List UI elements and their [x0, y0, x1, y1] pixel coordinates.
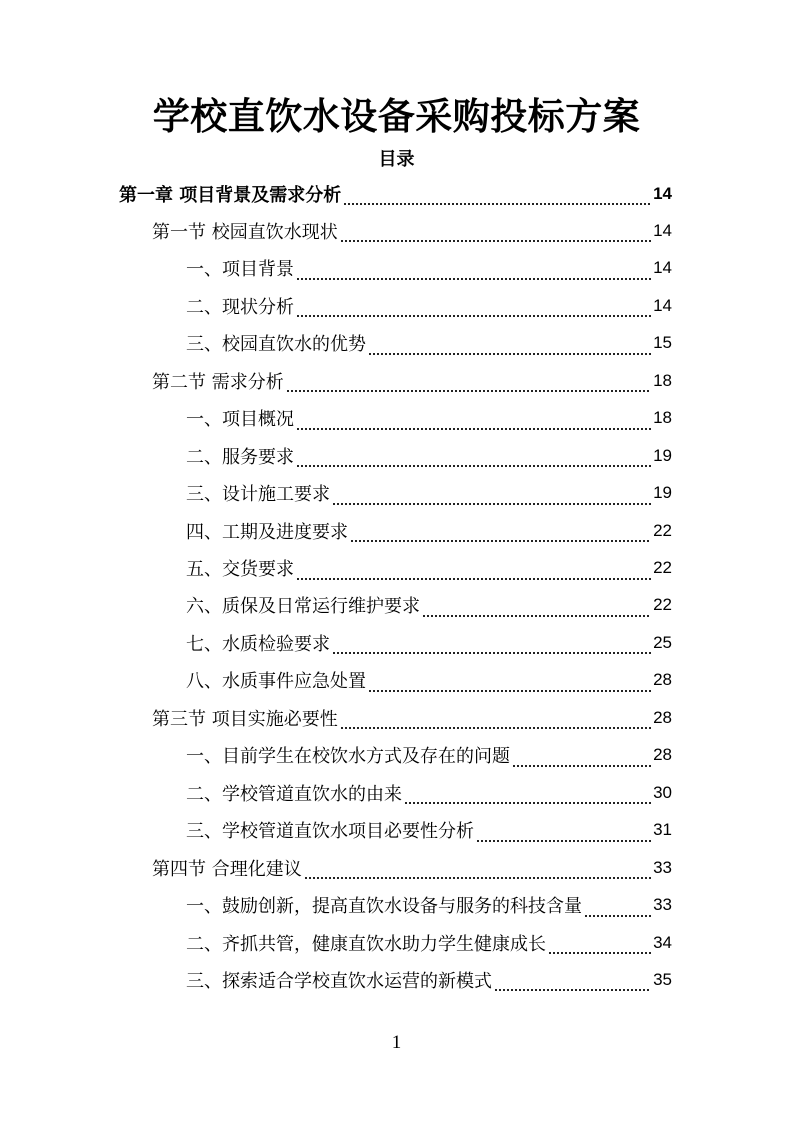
toc-entry-item[interactable]	[186, 250, 672, 287]
toc-entry-label: 第二节 需求分析	[152, 371, 284, 393]
toc-entry-page: 14	[653, 258, 672, 278]
dot-leader	[296, 250, 651, 287]
toc-entry-page: 33	[653, 857, 672, 877]
dot-leader	[296, 437, 651, 474]
dot-leader	[350, 512, 651, 549]
toc-entry-section[interactable]	[152, 212, 672, 249]
toc-entry-chapter[interactable]	[119, 175, 672, 212]
toc-entry-page: 28	[653, 670, 672, 690]
toc-entry-page: 22	[653, 520, 672, 540]
toc-heading: 目录	[378, 149, 415, 170]
toc-entry-page: 22	[653, 558, 672, 577]
toc-entry-page: 33	[653, 895, 672, 915]
toc-entry-page: 18	[653, 408, 672, 428]
dot-leader	[343, 175, 651, 212]
toc-entry-label: 四、工期及进度要求	[186, 521, 348, 543]
toc-entry-item[interactable]	[186, 774, 672, 811]
toc-entry-item[interactable]	[186, 512, 672, 549]
toc-entry-page: 14	[653, 183, 672, 203]
toc-entry-label: 一、项目背景	[186, 259, 294, 281]
toc-entry-item[interactable]	[186, 325, 672, 362]
dot-leader	[476, 812, 651, 849]
dot-leader	[332, 624, 651, 661]
dot-leader	[332, 475, 651, 512]
dot-leader	[548, 924, 651, 961]
toc-entry-page: 19	[653, 445, 672, 465]
toc-entry-label: 三、学校管道直饮水项目必要性分析	[186, 821, 474, 843]
toc-entry-item[interactable]	[186, 887, 672, 924]
toc-entry-section[interactable]	[152, 849, 672, 886]
toc-entry-label: 五、交货要求	[186, 559, 294, 580]
toc-entry-item[interactable]	[186, 437, 672, 474]
toc-entry-page: 30	[653, 782, 672, 802]
toc-entry-page: 25	[653, 632, 672, 652]
dot-leader	[304, 849, 651, 886]
toc-entry-section[interactable]	[152, 699, 672, 736]
dot-leader	[296, 550, 651, 587]
toc-entry-item[interactable]	[186, 737, 672, 774]
toc-entry-section[interactable]	[152, 362, 672, 399]
toc-entry-label: 第四节 合理化建议	[152, 858, 302, 880]
page-number: 1	[391, 1032, 402, 1053]
toc-entry-label: 七、水质检验要求	[186, 633, 330, 655]
toc-entry-item[interactable]	[186, 400, 672, 437]
toc-entry-label: 三、探索适合学校直饮水运营的新模式	[186, 970, 492, 992]
toc-entry-item[interactable]	[186, 550, 672, 587]
toc-entry-label: 第一节 校园直饮水现状	[152, 221, 338, 243]
toc-entry-page: 14	[653, 220, 672, 240]
dot-leader	[286, 362, 651, 399]
dot-leader	[404, 774, 651, 811]
toc-entry-label: 第一章 项目背景及需求分析	[119, 184, 342, 206]
toc-entry-label: 二、现状分析	[186, 296, 294, 318]
toc-entry-item[interactable]	[186, 587, 672, 624]
toc-entry-label: 八、水质事件应急处置	[186, 671, 366, 693]
toc-entry-page: 35	[653, 969, 672, 989]
toc-entry-label: 二、学校管道直饮水的由来	[186, 783, 402, 805]
toc-entry-label: 一、目前学生在校饮水方式及存在的问题	[186, 746, 510, 768]
dot-leader	[296, 287, 651, 324]
toc-entry-label: 三、设计施工要求	[186, 484, 330, 506]
toc-entry-label: 二、齐抓共管，健康直饮水助力学生健康成长	[186, 933, 546, 955]
toc-entry-label: 第三节 项目实施必要性	[152, 708, 338, 730]
dot-leader	[512, 737, 651, 774]
dot-leader	[368, 325, 651, 362]
toc-entry-label: 三、校园直饮水的优势	[186, 334, 366, 356]
toc-entry-item[interactable]	[186, 662, 672, 699]
dot-leader	[368, 662, 651, 699]
toc-entry-page: 14	[653, 295, 672, 315]
dot-leader	[340, 212, 651, 249]
toc-entry-label: 二、服务要求	[186, 446, 294, 468]
toc-entry-page: 31	[653, 820, 672, 840]
toc-entry-label: 一、鼓励创新，提高直饮水设备与服务的科技含量	[186, 896, 582, 918]
toc-entry-page: 28	[653, 707, 672, 727]
toc-entry-page: 34	[653, 932, 672, 952]
dot-leader	[494, 961, 651, 998]
toc-entry-page: 22	[653, 595, 672, 615]
dot-leader	[584, 887, 651, 924]
toc-entry-page: 15	[653, 333, 672, 353]
toc-entry-page: 19	[653, 483, 672, 503]
toc-entry-item[interactable]	[186, 924, 672, 961]
toc-entry-item[interactable]	[186, 812, 672, 849]
dot-leader	[422, 587, 651, 624]
dot-leader	[340, 699, 651, 736]
toc-entry-item[interactable]	[186, 287, 672, 324]
toc-entry-label: 六、质保及日常运行维护要求	[186, 596, 420, 618]
toc-entry-item[interactable]	[186, 624, 672, 661]
dot-leader	[296, 400, 651, 437]
document-title: 学校直饮水设备采购投标方案	[152, 95, 641, 138]
toc-entry-item[interactable]	[186, 961, 672, 998]
toc-entry-label: 一、项目概况	[186, 409, 294, 431]
toc-entry-page: 28	[653, 745, 672, 765]
toc-entry-page: 18	[653, 370, 672, 390]
toc-entry-item[interactable]	[186, 475, 672, 512]
